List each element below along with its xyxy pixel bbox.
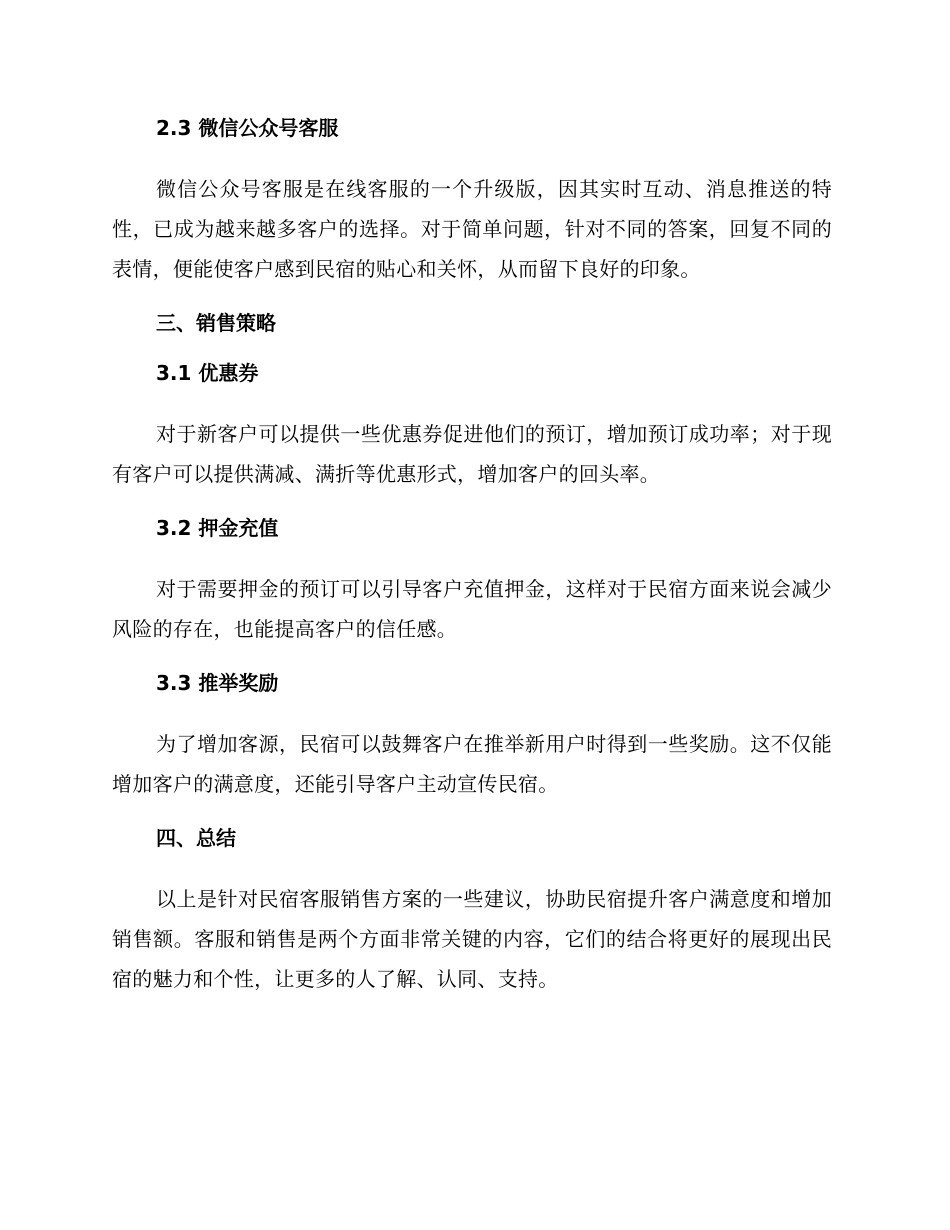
section-heading-2-3: 2.3 微信公众号客服 bbox=[156, 116, 339, 140]
section-heading-3-3: 3.3 推举奖励 bbox=[156, 671, 279, 695]
section-heading-summary: 四、总结 bbox=[156, 826, 236, 850]
section-heading-3-1: 3.1 优惠券 bbox=[156, 361, 259, 385]
section-heading-sales-strategy: 三、销售策略 bbox=[156, 311, 276, 335]
paragraph-referral: 为了增加客源，民宿可以鼓舞客户在推举新用户时得到一些奖励。这不仅能增加客户的满意度，还能引导客户主动宣传民宿。 bbox=[112, 732, 832, 796]
paragraph-summary: 以上是针对民宿客服销售方案的一些建议，协助民宿提升客户满意度和增加销售额。客服和销售是两个方面非常关键的内容，它们的结合将更好的展现出民宿的魅力和个性，让更多的人了解、认同、支持。 bbox=[112, 887, 832, 991]
paragraph-wechat-service: 微信公众号客服是在线客服的一个升级版，因其实时互动、消息推送的特性，已成为越来越多客户的选择。对于简单问题，针对不同的答案，回复不同的表情，便能使客户感到民宿的贴心和关怀，从而留下良好的印象。 bbox=[112, 177, 832, 281]
document-page bbox=[112, 112, 832, 999]
paragraph-coupons: 对于新客户可以提供一些优惠券促进他们的预订，增加预订成功率；对于现有客户可以提供满减、满折等优惠形式，增加客户的回头率。 bbox=[112, 422, 832, 486]
paragraph-deposit: 对于需要押金的预订可以引导客户充值押金，这样对于民宿方面来说会减少风险的存在，也能提高客户的信任感。 bbox=[112, 577, 832, 641]
section-heading-3-2: 3.2 押金充值 bbox=[156, 516, 279, 540]
